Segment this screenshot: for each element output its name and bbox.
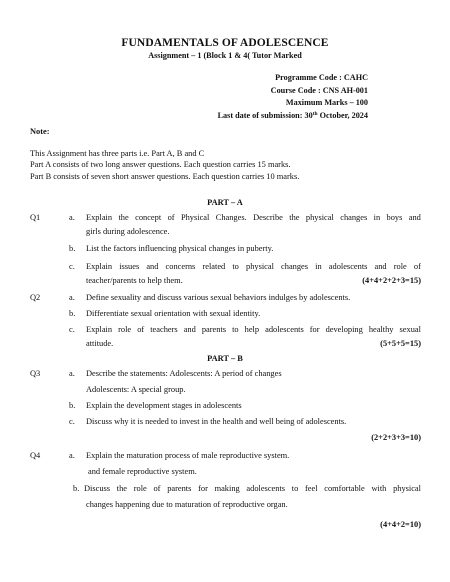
word: and xyxy=(183,325,196,334)
sub-question-label: b. xyxy=(73,484,80,493)
q1c-line-1 xyxy=(86,262,421,271)
word: parents xyxy=(201,325,227,334)
q2a-text: Define sexuality and discuss various sexual behaviors indulges by adolescents. xyxy=(86,293,351,302)
submission-deadline xyxy=(218,110,368,123)
course-meta-block xyxy=(218,72,368,122)
word: developing xyxy=(325,325,363,334)
word: sexual xyxy=(399,325,421,334)
q3a-line-1: Describe the statements: Adolescents: A period of changes xyxy=(86,369,282,378)
q1a-line-2: girls during adolescence. xyxy=(86,227,170,236)
word: of xyxy=(167,213,175,222)
word: role xyxy=(118,325,132,334)
word: to xyxy=(232,262,239,271)
word: physical xyxy=(305,213,334,222)
document-title: FUNDAMENTALS OF ADOLESCENCE xyxy=(121,37,329,49)
sub-question-label: b. xyxy=(69,244,76,253)
q2b-text: Differentiate sexual orientation with sexual identity. xyxy=(86,309,261,318)
word: Explain xyxy=(86,325,113,334)
word: comfortable xyxy=(324,484,365,493)
word: the xyxy=(289,213,300,222)
sub-question-label: a. xyxy=(69,451,75,460)
word: in xyxy=(373,213,381,222)
part-a-heading: PART – A xyxy=(207,198,243,207)
word: making xyxy=(214,484,240,493)
sub-question-label: c. xyxy=(69,417,75,426)
word: role xyxy=(133,484,147,493)
maximum-marks: Maximum Marks – 100 xyxy=(285,98,368,107)
q3-marks: (2+2+3+3=10) xyxy=(371,433,421,442)
deadline-ordinal: th xyxy=(312,110,318,117)
word: issues xyxy=(119,262,140,271)
word: Physical xyxy=(180,213,210,222)
word: and xyxy=(146,262,159,271)
q1a-line-1 xyxy=(86,213,421,222)
programme-code: Programme Code : CAHC xyxy=(275,73,368,82)
word: teachers xyxy=(150,325,178,334)
word: to xyxy=(291,484,299,493)
word: adolescents xyxy=(246,484,286,493)
word: boys xyxy=(386,213,403,222)
word: physical xyxy=(393,484,421,493)
word: of xyxy=(153,484,161,493)
word: Explain xyxy=(86,262,113,271)
q1c-line-2: teacher/parents to help them. xyxy=(86,276,183,285)
sub-question-label: a. xyxy=(69,293,75,302)
q2c-line-1 xyxy=(86,325,421,334)
sub-question-label: b. xyxy=(69,401,76,410)
note-line: Part A consists of two long answer questions. Each question carries 15 marks. xyxy=(30,160,291,170)
word: of xyxy=(137,325,145,334)
word: to xyxy=(232,325,239,334)
word: in xyxy=(315,262,322,271)
q3a-line-2: Adolescents: A special group. xyxy=(86,385,186,394)
word: Explain xyxy=(86,213,113,222)
q1-marks: (4+4+2+2+3=15) xyxy=(362,276,421,285)
word: role xyxy=(393,262,407,271)
q2c-line-2: attitude. xyxy=(86,339,114,348)
q3c-text: Discuss why it is needed to invest in the health and well being of adolescents. xyxy=(86,417,347,426)
word: Describe xyxy=(253,213,283,222)
question-number: Q2 xyxy=(30,293,41,302)
deadline-suffix: October, 2024 xyxy=(317,110,368,120)
word: changes xyxy=(340,213,368,222)
assignment-subtitle: Assignment – 1 (Block 1 & 4( Tutor Marked xyxy=(148,51,302,60)
q1b-text: List the factors influencing physical changes in puberty. xyxy=(86,244,274,253)
word: of xyxy=(413,262,421,271)
question-number: Q3 xyxy=(30,369,41,378)
q2-marks: (5+5+5=15) xyxy=(380,339,421,348)
sub-question-label: a. xyxy=(69,369,75,378)
word: parents xyxy=(167,484,192,493)
note-line: Part B consists of seven short answer questions. Each question carries 10 marks. xyxy=(30,171,300,181)
word: Discuss xyxy=(84,484,111,493)
word: the xyxy=(116,484,128,493)
word: related xyxy=(202,262,226,271)
note-line: This Assignment has three parts i.e. Part A, B and C xyxy=(30,149,205,158)
word: for xyxy=(198,484,208,493)
word: help xyxy=(244,325,260,334)
q4b-line-2: changes happening due to maturation of reproductive organ. xyxy=(86,500,288,509)
word: Changes. xyxy=(215,213,247,222)
q4b-line-1 xyxy=(84,484,421,493)
part-b-heading: PART – B xyxy=(207,354,243,363)
word: concerns xyxy=(165,262,196,271)
note-text xyxy=(30,148,299,182)
sub-question-label: c. xyxy=(69,325,75,334)
question-number: Q4 xyxy=(30,451,41,460)
word: adolescents xyxy=(328,262,368,271)
word: adolescents xyxy=(265,325,304,334)
word: and xyxy=(408,213,421,222)
word: for xyxy=(309,325,320,334)
word: healthy xyxy=(368,325,394,334)
word: with xyxy=(371,484,387,493)
word: physical xyxy=(246,262,274,271)
deadline-prefix: Last date of submission: 30 xyxy=(217,110,313,120)
word: concept xyxy=(135,213,162,222)
q4-marks: (4+4+2=10) xyxy=(380,520,421,529)
note-label: Note: xyxy=(30,127,50,136)
sub-question-label: c. xyxy=(69,262,75,271)
sub-question-label: b. xyxy=(69,309,76,318)
q4a-line-1: Explain the maturation process of male reproductive system. xyxy=(86,451,290,460)
word: changes xyxy=(281,262,309,271)
question-number: Q1 xyxy=(30,213,41,222)
sub-question-label: a. xyxy=(69,213,75,222)
word: feel xyxy=(304,484,318,493)
word: the xyxy=(118,213,129,222)
q4a-line-2: and female reproductive system. xyxy=(88,467,197,476)
q3b-text: Explain the development stages in adolescents xyxy=(86,401,242,410)
course-code: Course Code : CNS AH-001 xyxy=(270,85,368,95)
word: and xyxy=(374,262,387,271)
